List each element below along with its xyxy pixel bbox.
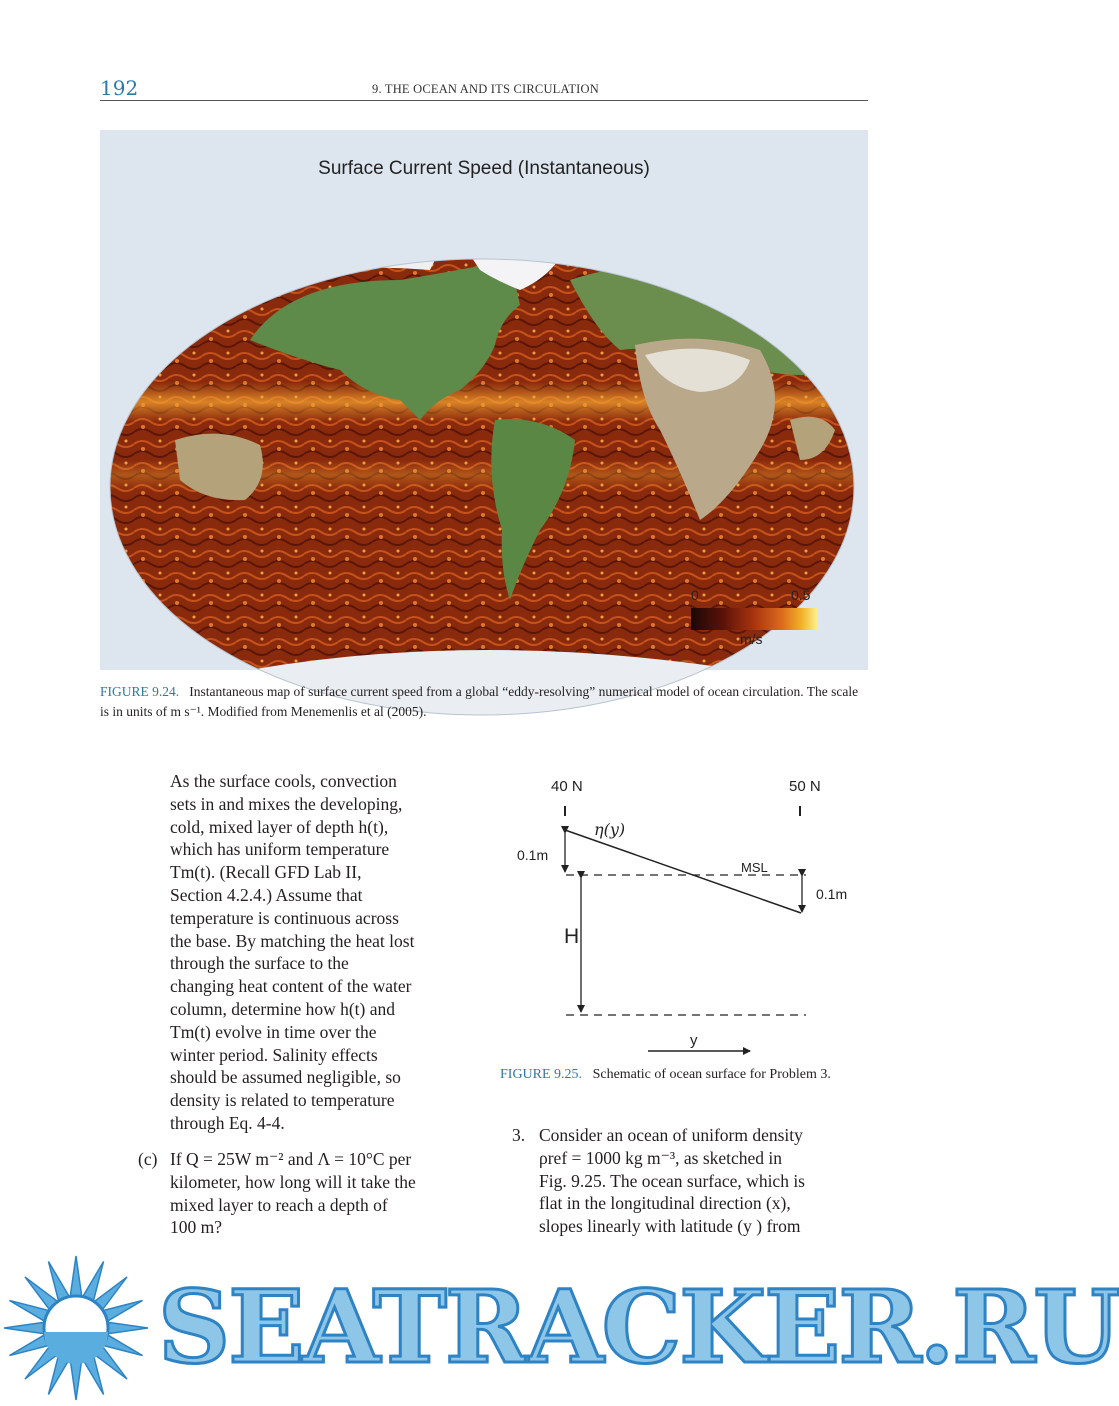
text-line: mixed layer to reach a depth of bbox=[170, 1194, 388, 1215]
colorbar-unit-label: m/s bbox=[740, 631, 763, 647]
figure-9-24 bbox=[100, 130, 868, 670]
text-line: through Eq. 4-4. bbox=[170, 1112, 285, 1133]
text-line: flat in the longitudinal direction (x), bbox=[539, 1193, 791, 1214]
caption-text: Instantaneous map of surface current speed from a global “eddy-resolving” numerical model of ocean circulation. The scale is in units of m s⁻¹. Modified from Menemenlis et al (2005). bbox=[100, 684, 859, 719]
figure-9-25-caption bbox=[500, 1065, 868, 1084]
right-offset-label: 0.1m bbox=[816, 886, 848, 902]
colorbar bbox=[691, 608, 817, 630]
text-line: which has uniform temperature bbox=[170, 839, 390, 860]
figure-label: FIGURE 9.24. bbox=[100, 684, 180, 699]
depth-h-label: H bbox=[564, 925, 580, 948]
left-offset-label: 0.1m bbox=[517, 847, 549, 863]
colorbar-max-label: 0.5 bbox=[791, 587, 811, 603]
text-line: Section 4.2.4.) Assume that bbox=[170, 884, 363, 905]
list-marker: 3. bbox=[512, 1125, 526, 1145]
caption-text: Schematic of ocean surface for Problem 3. bbox=[592, 1067, 831, 1082]
text-line: Tm(t) evolve in time over the bbox=[170, 1021, 377, 1042]
text-line: winter period. Salinity effects bbox=[170, 1044, 378, 1065]
map-title: Surface Current Speed (Instantaneous) bbox=[318, 158, 650, 179]
latitude-40n-label: 40 N bbox=[551, 778, 583, 795]
text-line: changing heat content of the water bbox=[170, 976, 412, 997]
text-line: sets in and mixes the developing, bbox=[170, 793, 403, 814]
running-head: 9. THE OCEAN AND ITS CIRCULATION bbox=[372, 82, 599, 96]
watermark-text: SEATRACKER.RU bbox=[158, 1268, 1119, 1386]
world-map-image bbox=[100, 130, 868, 670]
text-line: through the surface to the bbox=[170, 953, 349, 974]
sun-logo-icon bbox=[0, 1250, 160, 1400]
text-line: kilometer, how long will it take the bbox=[170, 1171, 416, 1192]
text-line: ρref = 1000 kg m⁻³, as sketched in bbox=[539, 1147, 783, 1168]
text-line: Consider an ocean of uniform density bbox=[539, 1125, 803, 1145]
text-line: cold, mixed layer of depth h(t), bbox=[170, 816, 389, 837]
text-line: density is related to temperature bbox=[170, 1090, 395, 1111]
figure-label: FIGURE 9.25. bbox=[500, 1067, 583, 1082]
text-line: If Q = 25W m⁻² and Λ = 10°C per bbox=[170, 1149, 412, 1169]
page-number: 192 bbox=[100, 76, 139, 100]
text-line: column, determine how h(t) and bbox=[170, 998, 396, 1019]
colorbar-min-label: 0 bbox=[691, 587, 699, 603]
figure-9-24-caption bbox=[100, 682, 868, 722]
y-axis-label: y bbox=[690, 1032, 698, 1049]
body-text-left bbox=[170, 770, 470, 1135]
text-line: slopes linearly with latitude (y ) from bbox=[539, 1216, 801, 1237]
eta-label: η(y) bbox=[594, 820, 626, 839]
text-line: 100 m? bbox=[170, 1217, 223, 1238]
schematic-diagram bbox=[500, 800, 868, 1062]
text-line: Fig. 9.25. The ocean surface, which is bbox=[539, 1170, 805, 1191]
text-line: should be assumed negligible, so bbox=[170, 1067, 401, 1088]
text-line: temperature is continuous across bbox=[170, 907, 399, 928]
sloped-surface-line bbox=[565, 830, 801, 913]
latitude-50n-label: 50 N bbox=[789, 778, 821, 795]
text-line: the base. By matching the heat lost bbox=[170, 930, 415, 951]
text-line: Tm(t). (Recall GFD Lab II, bbox=[170, 862, 362, 883]
header-rule bbox=[100, 100, 868, 101]
msl-label: MSL bbox=[741, 860, 768, 875]
list-marker: (c) bbox=[138, 1149, 158, 1169]
text-line: As the surface cools, convection bbox=[170, 771, 397, 791]
